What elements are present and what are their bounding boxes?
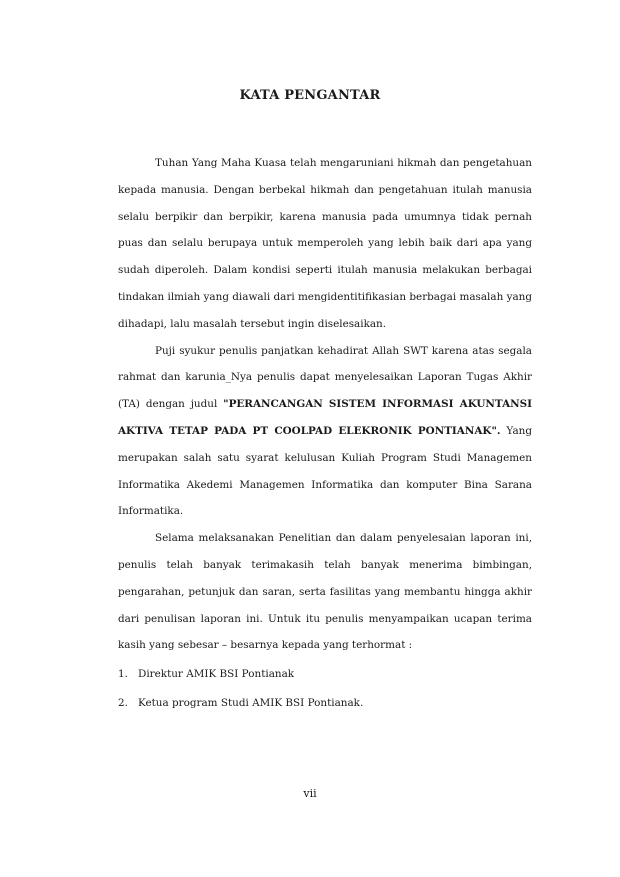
report-title: "PERANCANGAN SISTEM INFORMASI AKUNTANSI AKTIVA TETAP PADA PT COOLPAD ELEKRONIK PONTIANAK". <box>118 398 533 437</box>
document-body <box>118 150 532 717</box>
list-item-text: Ketua program Studi AMIK BSI Pontianak. <box>138 696 364 709</box>
paragraph-gratitude-closing: Yang merupakan salah satu syarat kelulusan Kuliah Program Studi Managemen Informatika Akedemi Managemen Informatika dan komputer Bina Sarana Informatika. <box>118 424 532 518</box>
list-item-number: 2. <box>118 696 128 709</box>
page-number: vii <box>303 787 317 800</box>
list-item-number: 1. <box>118 668 128 681</box>
paragraph-gratitude-intro: Puji syukur penulis panjatkan kehadirat Allah SWT karena atas segala rahmat dan karunia_Nya penulis dapat menyelesaikan Laporan Tugas Akhir (TA) dengan judul <box>118 344 532 411</box>
page-title: KATA PENGANTAR <box>239 88 381 103</box>
paragraph-gratitude <box>118 338 532 526</box>
list-item-text: Direktur AMIK BSI Pontianak <box>138 668 295 681</box>
paragraph-acknowledgement: Selama melaksanakan Penelitian dan dalam penyelesaian laporan ini, penulis telah banyak terimakasih telah banyak menerima bimbingan, pengarahan, petunjuk dan saran, serta fasilitas yang membantu hingga akhir dari penulisan laporan ini. Untuk itu penulis menyampaikan ucapan terima kasih yang sebesar – besarnya kepada yang terhormat : <box>118 532 532 652</box>
list-item <box>118 690 532 717</box>
paragraph-opening: Tuhan Yang Maha Kuasa telah mengaruniani hikmah dan pengetahuan kepada manusia. Dengan berbekal hikmah dan pengetahuan itulah manusia selalu berpikir dan berpikir, karena manusia pada umumnya tidak pernah puas dan selalu berupaya untuk memperoleh yang lebih baik dari apa yang sudah diperoleh. Dalam kondisi seperti itulah manusia melakukan berbagai tindakan ilmiah yang diawali dari mengidentitifikasian berbagai masalah yang dihadapi, lalu masalah tersebut ingin diselesaikan. <box>118 157 532 330</box>
acknowledgement-list <box>118 661 532 717</box>
list-item <box>118 661 532 688</box>
